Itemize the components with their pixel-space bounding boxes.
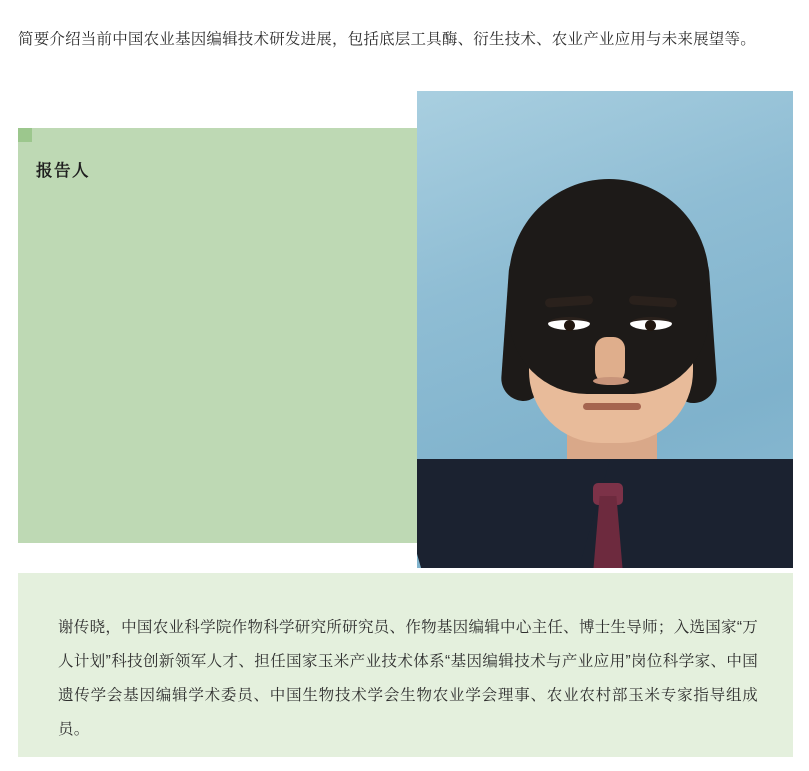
portrait-pupil-right [645, 320, 656, 331]
portrait-pupil-left [564, 320, 575, 331]
speaker-panel [18, 128, 475, 543]
intro-paragraph: 简要介绍当前中国农业基因编辑技术研发进展，包括底层工具酶、衍生技术、农业产业应用与未来展望等。 [18, 30, 756, 48]
speaker-portrait-photo [417, 91, 793, 568]
speaker-bio-panel [18, 573, 793, 757]
speaker-heading: 报告人 [36, 162, 90, 180]
speaker-panel-accent-tab [18, 128, 32, 142]
portrait-nostrils [593, 377, 629, 385]
speaker-bio-text: 谢传晓，中国农业科学院作物科学研究所研究员、作物基因编辑中心主任、博士生导师；入选国家“万人计划”科技创新领军人才、担任国家玉米产业技术体系“基因编辑技术与产业应用”岗位科学家、中国遗传学会基因编辑学术委员、中国生物技术学会生物农业学会理事、农业农村部玉米专家指导组成员。 [58, 618, 758, 738]
portrait-mouth [583, 403, 641, 410]
